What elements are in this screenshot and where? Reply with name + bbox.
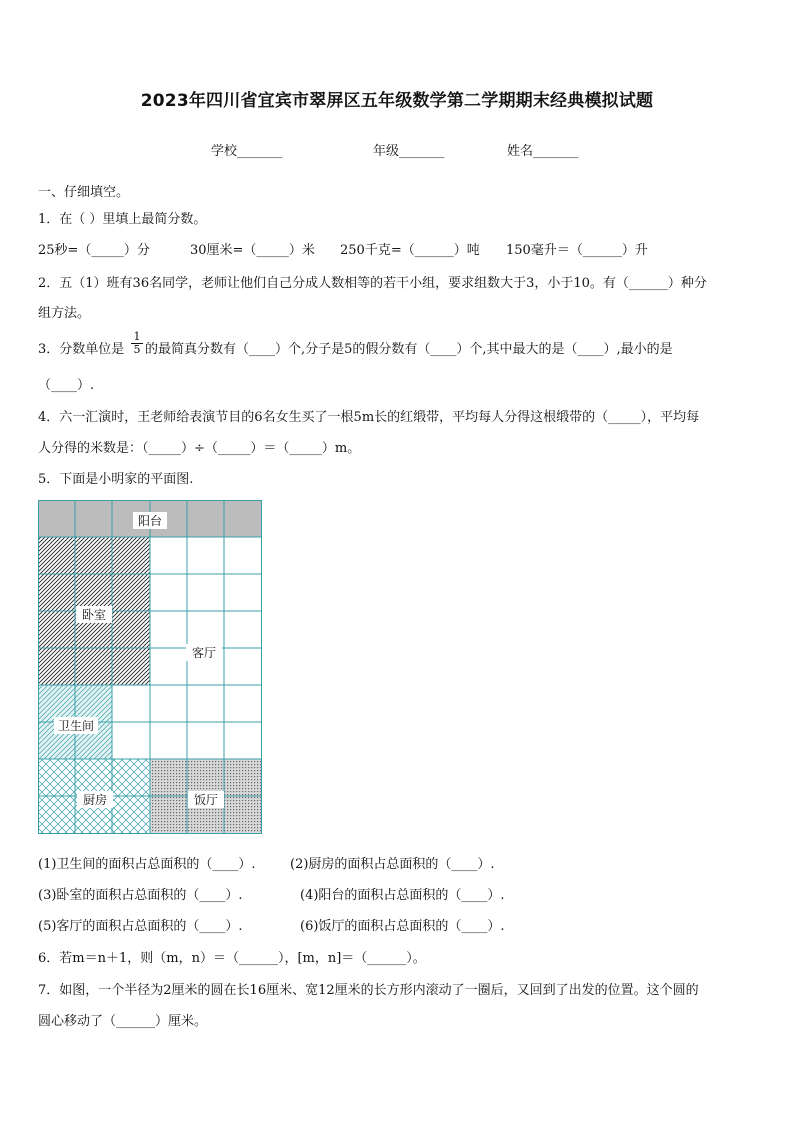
bedroom-label: 卧室	[81, 608, 107, 622]
fraction-numerator: 1	[131, 331, 143, 344]
q7-line2: 圆心移动了（______）厘米。	[38, 1014, 208, 1029]
bathroom-label: 卫生间	[57, 719, 95, 733]
q1-item-2: 30厘米=（_____）米	[190, 243, 315, 258]
school-field: 学校_______	[211, 144, 283, 159]
q1-item-3: 250千克=（______）吨	[340, 243, 480, 258]
q5-sub-3: (3)卧室的面积占总面积的（____）.	[38, 888, 243, 903]
q5-sub-1: (1)卫生间的面积占总面积的（____）.	[38, 857, 256, 872]
kitchen-label: 厨房	[82, 793, 108, 807]
q4-line1: 4．六一汇演时，王老师给表演节目的6名女生买了一根5m长的红缎带，平均每人分得这根缎带的（_____），平均每	[38, 410, 700, 425]
q6-text: 6．若m＝n＋1，则（m，n）＝（______），[m，n]＝（______）。	[38, 951, 426, 966]
q3-post: 的最简真分数有（____）个,分子是5的假分数有（____）个,其中最大的是（____）,最小的是	[145, 342, 673, 357]
q7-line1: 7．如图，一个半径为2厘米的圆在长16厘米、宽12厘米的长方形内滚动了一圈后，又回到了出发的位置。这个圆的	[38, 983, 699, 998]
q5-sub-2: (2)厨房的面积占总面积的（____）.	[290, 857, 495, 872]
q5-stem: 5．下面是小明家的平面图.	[38, 472, 194, 487]
q5-sub-6: (6)饭厅的面积占总面积的（____）.	[300, 919, 505, 934]
section-heading: 一、仔细填空。	[38, 185, 130, 200]
q4-line2: 人分得的米数是：（_____）÷（_____）＝（_____）m。	[38, 441, 361, 456]
q5-sub-5: (5)客厅的面积占总面积的（____）.	[38, 919, 243, 934]
q5-sub-4: (4)阳台的面积占总面积的（____）.	[300, 888, 505, 903]
floor-plan	[38, 500, 262, 837]
dining-label: 饭厅	[193, 793, 219, 807]
q3-pre: 3．分数单位是	[38, 342, 125, 357]
q1-item-4: 150毫升＝（______）升	[506, 243, 648, 258]
fraction-denominator: 5	[133, 343, 141, 356]
grade-field: 年级_______	[373, 144, 445, 159]
q3-line2: （____）.	[38, 378, 95, 393]
q1-item-1: 25秒=（_____）分	[38, 243, 150, 258]
balcony-label: 阳台	[137, 514, 163, 528]
fraction-one-fifth	[131, 331, 143, 356]
q2-line1: 2．五（1）班有36名同学，老师让他们自己分成人数相等的若干小组，要求组数大于3，小于10。有（______）种分	[38, 276, 707, 291]
q1-stem: 1．在（ ）里填上最简分数。	[38, 212, 207, 227]
name-field: 姓名_______	[507, 144, 579, 159]
q2-line2: 组方法。	[38, 306, 91, 321]
page-title: 2023年四川省宜宾市翠屏区五年级数学第二学期期末经典模拟试题	[140, 91, 654, 111]
living-label: 客厅	[191, 646, 217, 660]
